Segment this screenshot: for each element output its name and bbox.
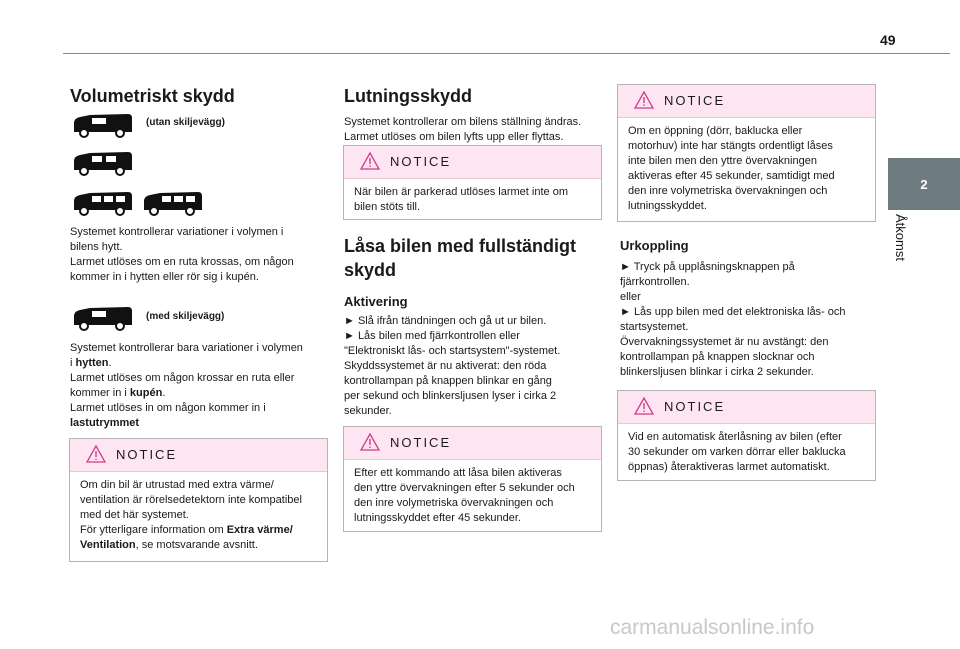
text-line: Ventilation, se motsvarande avsnitt. — [80, 539, 258, 551]
text-line: Om din bil är utrustad med extra värme/ — [80, 479, 274, 491]
text-line: ► Lås upp bilen med det elektroniska lås- och — [620, 306, 846, 318]
text-line: Larmet utlöses om bilen lyfts upp eller flyttas. — [344, 131, 564, 143]
chapter-label: Åtkomst — [893, 214, 908, 261]
text-line: lutningsskyddet. — [628, 200, 707, 212]
lock-section — [344, 234, 602, 419]
text-line: Systemet kontrollerar variationer i volymen i — [70, 226, 284, 238]
text-line: lastutrymmet — [70, 417, 140, 429]
subtitle-with-partition: (med skiljevägg) — [146, 311, 225, 322]
van-icon — [72, 112, 134, 138]
text-line: Larmet utlöses om någon krossar en ruta eller — [70, 372, 295, 384]
subtitle-without-partition: (utan skiljevägg) — [146, 117, 225, 128]
text-line: Larmet utlöses om en ruta krossas, om någon — [70, 256, 294, 268]
text-line: den inre volymetriska övervakningen och — [628, 185, 828, 197]
text-line: Larmet utlöses in om någon kommer in i — [70, 402, 266, 414]
van-partition-icon — [72, 305, 134, 331]
section-title-lock: Låsa bilen med fullständigt — [344, 236, 577, 256]
header-rule — [63, 53, 950, 54]
text-line: sekunder. — [344, 405, 392, 417]
van-crew-cab-icon — [72, 150, 134, 176]
long-van-window-icon — [142, 190, 204, 216]
text-line: med det här systemet. — [80, 509, 189, 521]
text-line: Systemet kontrollerar bara variationer i volymen — [70, 342, 303, 354]
notice-label: NOTICE — [390, 154, 452, 169]
text-line: "Elektroniskt lås- och startsystem"-systemet. — [344, 345, 561, 357]
chapter-number: 2 — [920, 176, 928, 192]
text-line: Efter ett kommando att låsa bilen aktiveras — [354, 467, 562, 479]
text-line: eller — [620, 291, 641, 303]
text-line: kommer in i kupén. — [70, 387, 166, 399]
text-line: den yttre övervakningen efter 5 sekunder och — [354, 482, 575, 494]
text-line: För ytterligare information om Extra värme/ — [80, 524, 293, 536]
text-line: lutningsskyddet efter 45 sekunder. — [354, 512, 521, 524]
warning-icon — [86, 445, 106, 463]
warning-icon — [634, 397, 654, 415]
text-line: öppnas) återaktiveras larmet automatiskt. — [628, 461, 830, 473]
text-line: ventilation är rörelsedetektorn inte kompatibel — [80, 494, 302, 506]
text-line: kontrollampan på knappen blinkar en gång — [344, 375, 552, 387]
text-line: ► Lås bilen med fjärrkontrollen eller — [344, 330, 520, 342]
volumetric-description — [70, 225, 328, 285]
text-line: kontrollampan på knappen slocknar och — [620, 351, 815, 363]
text-line: ► Slå ifrån tändningen och gå ut ur bilen. — [344, 315, 547, 327]
text-line: När bilen är parkerad utlöses larmet inte om — [354, 186, 568, 198]
warning-icon — [634, 91, 654, 109]
column-volumetric — [70, 86, 328, 107]
warning-icon — [360, 152, 380, 170]
partition-description — [70, 341, 328, 431]
text-line: bilen stöts till. — [354, 201, 421, 213]
notice-box-lock — [343, 426, 602, 532]
notice-box-relock — [617, 390, 876, 481]
disarm-section — [620, 238, 878, 380]
text-line: bilens hytt. — [70, 241, 123, 253]
text-line: Övervakningssystemet är nu avstängt: den — [620, 336, 829, 348]
text-line: Systemet kontrollerar om bilens ställning ändras. — [344, 116, 582, 128]
text-line: den inre volymetriska övervakningen och — [354, 497, 554, 509]
text-line: Vid en automatisk återlåsning av bilen (efter — [628, 431, 842, 443]
text-line: i hytten. — [70, 357, 112, 369]
text-line: 30 sekunder om varken dörrar eller baklucka — [628, 446, 846, 458]
text-line: per sekund och blinkersljusen lyser i cirka 2 — [344, 390, 557, 402]
text-line: blinkersljusen blinkar i cirka 2 sekunder. — [620, 366, 814, 378]
section-title-lock-cont: skydd — [344, 260, 397, 280]
text-line: kommer in i hytten eller rör sig i kupén. — [70, 271, 259, 283]
text-line: fjärrkontrollen. — [620, 276, 690, 288]
subtitle-disarm: Urkoppling — [620, 238, 689, 253]
text-line: motorhuv) inte har stängts ordentligt låses — [628, 140, 833, 152]
van-window-icon — [72, 190, 134, 216]
section-title-volumetric: Volumetriskt skydd — [70, 86, 235, 106]
text-line: Om en öppning (dörr, baklucka eller — [628, 125, 803, 137]
notice-label: NOTICE — [116, 447, 178, 462]
notice-label: NOTICE — [390, 435, 452, 450]
section-title-tilt: Lutningsskydd — [344, 86, 473, 106]
text-line: aktiveras efter 45 sekunder, samtidigt med — [628, 170, 835, 182]
subtitle-activation: Aktivering — [344, 294, 408, 309]
warning-icon — [360, 433, 380, 451]
text-line: startsystemet. — [620, 321, 689, 333]
column-tilt — [344, 86, 602, 145]
watermark: carmanualsonline.info — [610, 616, 815, 639]
chapter-tab[interactable] — [888, 158, 960, 210]
notice-box-parked — [343, 145, 602, 220]
text-line: ► Tryck på upplåsningsknappen på — [620, 261, 795, 273]
notice-label: NOTICE — [664, 93, 726, 108]
page-number: 49 — [880, 32, 896, 48]
text-line: Skyddssystemet är nu aktiverat: den röda — [344, 360, 547, 372]
notice-box-opening — [617, 84, 876, 222]
notice-box-heater — [69, 438, 328, 562]
text-line: inte bilen men den yttre övervakningen — [628, 155, 817, 167]
notice-label: NOTICE — [664, 399, 726, 414]
